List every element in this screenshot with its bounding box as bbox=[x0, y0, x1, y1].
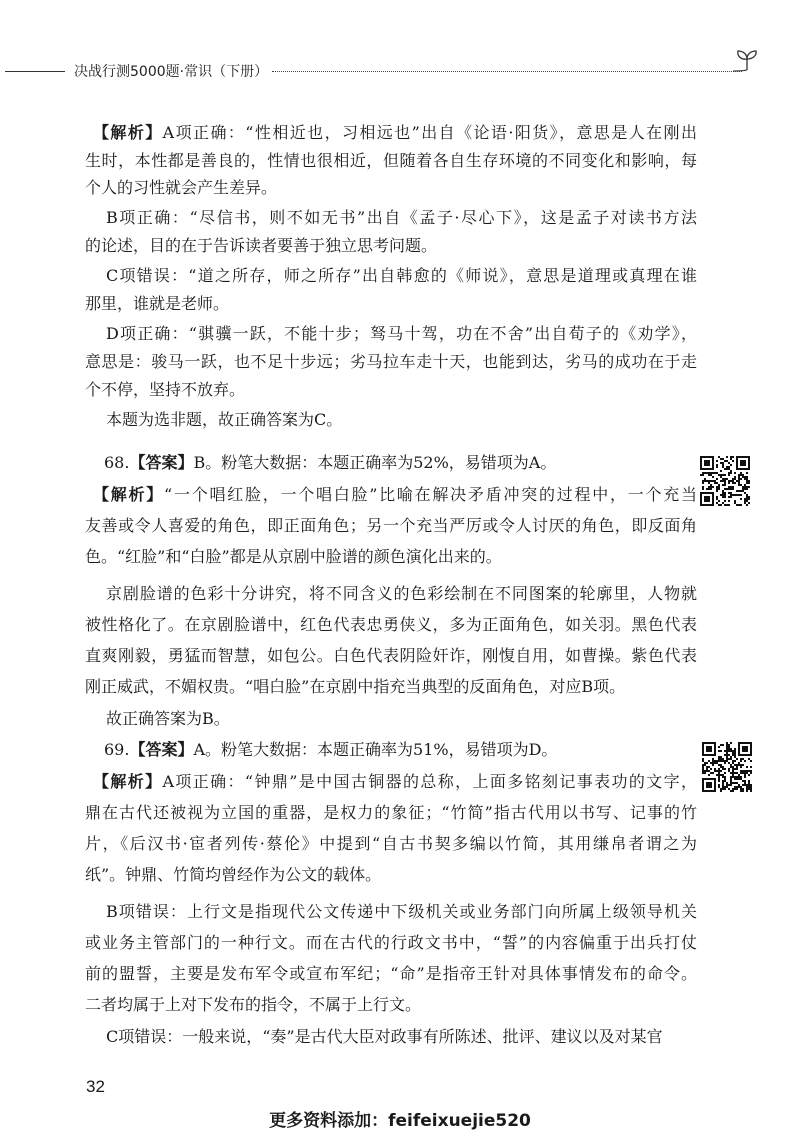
line-text: D项正确：“骐骥一跃，不能十步；驽马十驾，功在不舍”出自荀子的《劝学》， bbox=[106, 324, 697, 343]
line-text: 的论述，目的在于告诉读者要善于独立思考问题。 bbox=[85, 235, 438, 255]
section-label: 【答案】 bbox=[129, 740, 194, 759]
paragraph bbox=[85, 406, 697, 434]
text-line bbox=[85, 290, 697, 318]
line-text: “一个唱红脸，一个唱白脸”比喻在解决矛盾冲突的过程中，一个充当 bbox=[164, 485, 697, 504]
paragraph bbox=[85, 119, 697, 202]
line-text: 意思是：骏马一跃，也不足十步远；劣马拉车走十天，也能到达，劣马的成功在于走 bbox=[85, 352, 697, 371]
text-line bbox=[85, 896, 697, 927]
line-text: A项正确：“性相近也，习相远也”出自《论语·阳货》，意思是人在刚出 bbox=[162, 123, 697, 142]
line-text: 生时，本性都是善良的，性情也很相近，但随着各自生存环境的不同变化和影响，每 bbox=[85, 150, 697, 170]
line-text: 个不停，坚持不放弃。 bbox=[85, 380, 246, 399]
text-line bbox=[85, 989, 697, 1020]
text-line bbox=[85, 927, 697, 958]
text-line bbox=[85, 671, 697, 702]
paragraph bbox=[85, 896, 697, 1020]
text-line bbox=[85, 376, 697, 404]
leaf-sprout-icon bbox=[733, 48, 761, 74]
text-line bbox=[85, 859, 697, 890]
line-text: 刚正威武，不媚权贵。“唱白脸”在京剧中指充当典型的反面角色，对应B项。 bbox=[85, 677, 626, 696]
paragraph bbox=[85, 766, 697, 890]
text-line bbox=[85, 510, 697, 541]
line-text: 个人的习性就会产生差异。 bbox=[85, 178, 278, 197]
page-number: 32 bbox=[86, 1077, 105, 1096]
line-text: A项正确：“钟鼎”是中国古铜器的总称，上面多铭刻记事表功的文字， bbox=[162, 772, 697, 791]
line-text: C项错误：一般来说，“奏”是古代大臣对政事有所陈述、批评、建议以及对某官 bbox=[106, 1027, 663, 1046]
paragraph bbox=[85, 479, 697, 572]
line-text: 片，《后汉书·宦者列传·蔡伦》中提到“自古书契多编以竹简，其用缣帛者谓之为 bbox=[85, 834, 697, 853]
line-text: C项错误：“道之所存，师之所存”出自韩愈的《师说》，意思是道理或真理在谁 bbox=[106, 266, 697, 285]
section-label: 【解析】 bbox=[93, 123, 163, 142]
line-text: 那里，谁就是老师。 bbox=[85, 294, 230, 313]
qr-code-icon bbox=[700, 456, 750, 506]
line-text: 本题为选非题，故正确答案为C。 bbox=[106, 410, 343, 429]
running-header-title: 决战行测5000题·常识（下册） bbox=[74, 64, 269, 80]
text-line bbox=[85, 541, 697, 572]
line-text: 被性格化了。在京剧脸谱中，红色代表忠勇侠义，多为正面角色，如关羽。黑色代表 bbox=[85, 615, 697, 634]
paragraph bbox=[85, 578, 697, 702]
text-line bbox=[85, 797, 697, 828]
line-text: 二者均属于上对下发布的指令，不属于上行文。 bbox=[85, 995, 422, 1014]
section-label: 【答案】 bbox=[129, 453, 194, 472]
question-number: 69. bbox=[104, 740, 130, 759]
line-text: B项正确：“尽信书，则不如无书”出自《孟子·尽心下》，这是孟子对读书方法 bbox=[106, 208, 697, 227]
header-rule-left bbox=[5, 71, 65, 72]
text-line bbox=[85, 204, 697, 232]
paragraph bbox=[85, 204, 697, 259]
footer-note: 更多资料添加：feifeixuejie520 bbox=[269, 1111, 531, 1131]
text-line bbox=[85, 703, 697, 734]
text-line bbox=[85, 734, 697, 765]
text-line bbox=[85, 320, 697, 348]
line-text: 直爽刚毅，勇猛而智慧，如包公。白色代表阴险奸诈，刚愎自用，如曹操。紫色代表 bbox=[85, 646, 697, 665]
section-label: 【解析】 bbox=[93, 772, 163, 791]
text-line bbox=[85, 609, 697, 640]
line-text: 故正确答案为B。 bbox=[106, 709, 230, 728]
line-text: 鼎在古代还被视为立国的重器，是权力的象征；“竹简”指古代用以书写、记事的竹 bbox=[85, 803, 697, 822]
line-text: B。粉笔大数据：本题正确率为52%，易错项为A。 bbox=[193, 453, 557, 472]
text-line bbox=[85, 578, 697, 609]
header-rule-right bbox=[272, 71, 742, 72]
line-text: 京剧脸谱的色彩十分讲究，将不同含义的色彩绘制在不同图案的轮廓里，人物就 bbox=[106, 584, 697, 603]
section-label: 【解析】 bbox=[93, 485, 165, 504]
qr-code-icon bbox=[702, 742, 752, 792]
text-line bbox=[85, 174, 697, 202]
text-line bbox=[85, 640, 697, 671]
text-line bbox=[85, 766, 697, 797]
line-text: 前的盟誓，主要是发布军令或宣布军纪；“命”是指帝王针对具体事情发布的命令。 bbox=[85, 964, 697, 983]
line-text: B项错误：上行文是指现代公文传递中下级机关或业务部门向所属上级领导机关 bbox=[106, 902, 697, 921]
text-line bbox=[85, 348, 697, 376]
line-text: 色。“红脸”和“白脸”都是从京剧中脸谱的颜色演化出来的。 bbox=[85, 547, 502, 566]
paragraph bbox=[85, 703, 697, 734]
text-line bbox=[85, 119, 697, 147]
text-line bbox=[85, 147, 697, 175]
paragraph bbox=[85, 262, 697, 318]
text-line bbox=[85, 1021, 697, 1052]
paragraph bbox=[85, 734, 697, 765]
text-line bbox=[85, 479, 697, 510]
text-line bbox=[85, 958, 697, 989]
line-text: 纸”。钟鼎、竹简均曾经作为公文的载体。 bbox=[85, 865, 382, 884]
paragraph bbox=[85, 447, 697, 478]
paragraph bbox=[85, 1021, 697, 1052]
line-text: A。粉笔大数据：本题正确率为51%，易错项为D。 bbox=[193, 740, 558, 759]
text-line bbox=[85, 447, 697, 478]
paragraph bbox=[85, 320, 697, 404]
line-text: 或业务主管部门的一种行文。而在古代的行政文书中，“誓”的内容偏重于出兵打仗 bbox=[85, 933, 697, 952]
text-line bbox=[85, 828, 697, 859]
text-line bbox=[85, 262, 697, 290]
text-line bbox=[85, 232, 697, 260]
text-line bbox=[85, 406, 697, 434]
question-number: 68. bbox=[104, 453, 130, 472]
line-text: 友善或令人喜爱的角色，即正面角色；另一个充当严厉或令人讨厌的角色，即反面角 bbox=[85, 516, 697, 535]
